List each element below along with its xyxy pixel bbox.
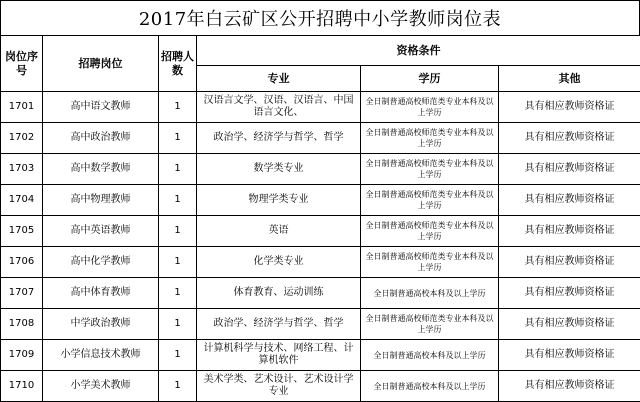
- major-cell: 政治学、经济学与哲学、哲学: [197, 309, 361, 340]
- position-id-cell: 1707: [1, 278, 43, 309]
- header-major: 专业: [197, 66, 361, 92]
- position-name-cell: 高中化学教师: [43, 247, 159, 278]
- position-name-cell: 高中体育教师: [43, 278, 159, 309]
- table-row: [1, 92, 640, 123]
- major-cell: 数学类专业: [197, 154, 361, 185]
- position-count-cell: 1: [159, 309, 197, 340]
- table-row: [1, 247, 640, 278]
- education-cell: 全日制普通高校师范类专业本科及以上学历: [361, 154, 499, 185]
- education-cell: 全日制普通高校师范类专业本科及以上学历: [361, 216, 499, 247]
- table-body: [1, 92, 640, 402]
- position-id-cell: 1702: [1, 123, 43, 154]
- table-row: [1, 185, 640, 216]
- major-cell: 政治学、经济学与哲学、哲学: [197, 123, 361, 154]
- position-count-cell: 1: [159, 247, 197, 278]
- position-name-cell: 高中物理教师: [43, 185, 159, 216]
- major-cell: 体育教育、运动训练: [197, 278, 361, 309]
- table-row: [1, 371, 640, 402]
- position-count-cell: 1: [159, 185, 197, 216]
- header-conditions: 资格条件: [197, 36, 640, 66]
- major-cell: 计算机科学与技术、网络工程、计算机软件: [197, 340, 361, 371]
- header-other: 其他: [499, 66, 640, 92]
- position-count-cell: 1: [159, 278, 197, 309]
- major-cell: 汉语言文学、汉语、汉语言、中国语言文化、: [197, 92, 361, 123]
- table-row: [1, 278, 640, 309]
- education-cell: 全日制普通高校师范类专业本科及以上学历: [361, 185, 499, 216]
- other-requirement-cell: 具有相应教师资格证: [499, 185, 640, 216]
- position-id-cell: 1706: [1, 247, 43, 278]
- position-name-cell: 小学美术教师: [43, 371, 159, 402]
- other-requirement-cell: 具有相应教师资格证: [499, 371, 640, 402]
- other-requirement-cell: 具有相应教师资格证: [499, 278, 640, 309]
- education-cell: 全日制普通高校本科及以上学历: [361, 371, 499, 402]
- major-cell: 英语: [197, 216, 361, 247]
- other-requirement-cell: 具有相应教师资格证: [499, 216, 640, 247]
- other-requirement-cell: 具有相应教师资格证: [499, 309, 640, 340]
- position-id-cell: 1704: [1, 185, 43, 216]
- position-name-cell: 高中英语教师: [43, 216, 159, 247]
- header-id: 岗位序号: [1, 36, 43, 92]
- other-requirement-cell: 具有相应教师资格证: [499, 340, 640, 371]
- position-id-cell: 1701: [1, 92, 43, 123]
- education-cell: 全日制普通高校师范类专业本科及以上学历: [361, 92, 499, 123]
- position-count-cell: 1: [159, 154, 197, 185]
- other-requirement-cell: 具有相应教师资格证: [499, 247, 640, 278]
- position-id-cell: 1703: [1, 154, 43, 185]
- education-cell: 全日制普通高校师范类专业本科及以上学历: [361, 123, 499, 154]
- position-id-cell: 1708: [1, 309, 43, 340]
- position-name-cell: 高中政治教师: [43, 123, 159, 154]
- education-cell: 全日制普通高校师范类专业本科及以上学历: [361, 247, 499, 278]
- position-id-cell: 1709: [1, 340, 43, 371]
- position-count-cell: 1: [159, 371, 197, 402]
- table-row: [1, 123, 640, 154]
- position-name-cell: 小学信息技术教师: [43, 340, 159, 371]
- other-requirement-cell: 具有相应教师资格证: [499, 154, 640, 185]
- position-id-cell: 1710: [1, 371, 43, 402]
- position-name-cell: 高中语文教师: [43, 92, 159, 123]
- major-cell: 物理学类专业: [197, 185, 361, 216]
- education-cell: 全日制普通高校师范类专业本科及以上学历: [361, 309, 499, 340]
- position-name-cell: 高中数学教师: [43, 154, 159, 185]
- table-row: [1, 340, 640, 371]
- table-row: [1, 216, 640, 247]
- position-count-cell: 1: [159, 340, 197, 371]
- header-position: 招聘岗位: [43, 36, 159, 92]
- education-cell: 全日制普通高校本科及以上学历: [361, 340, 499, 371]
- major-cell: 美术学类、艺术设计、艺术设计学专业: [197, 371, 361, 402]
- position-id-cell: 1705: [1, 216, 43, 247]
- other-requirement-cell: 具有相应教师资格证: [499, 123, 640, 154]
- position-count-cell: 1: [159, 92, 197, 123]
- other-requirement-cell: 具有相应教师资格证: [499, 92, 640, 123]
- position-name-cell: 中学政治教师: [43, 309, 159, 340]
- positions-table: [0, 35, 640, 402]
- header-education: 学历: [361, 66, 499, 92]
- position-count-cell: 1: [159, 216, 197, 247]
- table-row: [1, 309, 640, 340]
- header-count: 招聘人数: [159, 36, 197, 92]
- page-title: 2017年白云矿区公开招聘中小学教师岗位表: [0, 0, 640, 36]
- position-count-cell: 1: [159, 123, 197, 154]
- table-row: [1, 154, 640, 185]
- major-cell: 化学类专业: [197, 247, 361, 278]
- education-cell: 全日制普通高校本科及以上学历: [361, 278, 499, 309]
